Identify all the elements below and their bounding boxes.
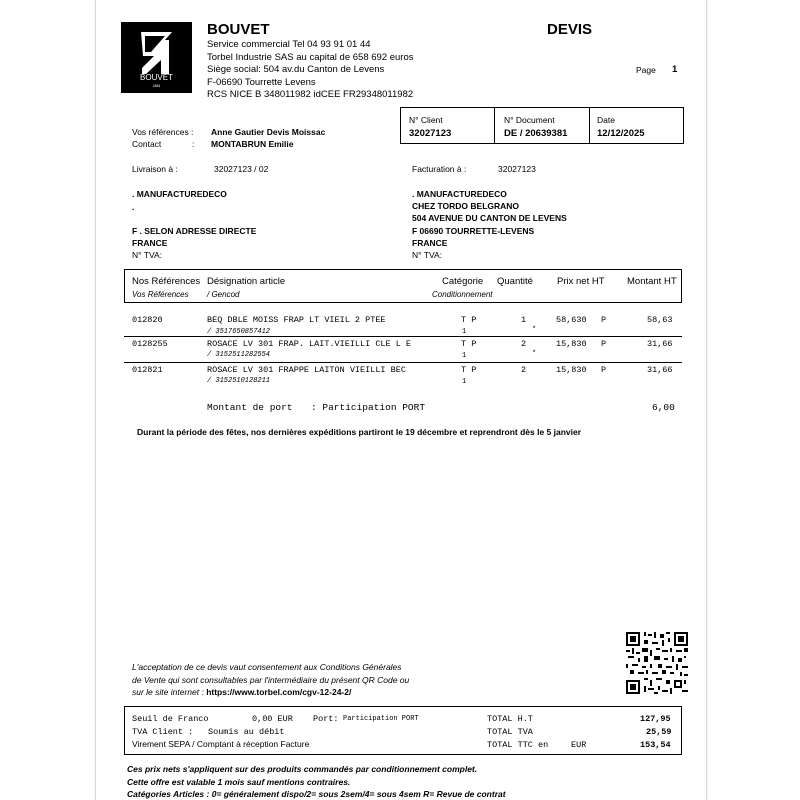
livraison-tva-label: N° TVA:: [132, 250, 163, 260]
footer-line: Ces prix nets s'appliquent sur des produits commandés par conditionnement complet.: [127, 764, 478, 774]
row-gencod: / 3517650857412: [207, 328, 271, 336]
company-name: BOUVET: [207, 21, 270, 38]
seuil-franco-value: 0,00 EUR: [252, 714, 293, 724]
row-mark: *: [532, 326, 537, 334]
total-tva-label: TOTAL TVA: [487, 727, 533, 737]
facturation-address-line: 504 AVENUE DU CANTON DE LEVENS: [412, 213, 567, 223]
seuil-franco-label: Seuil de Franco: [132, 714, 209, 724]
subheader-conditionnement: Conditionnement: [432, 290, 493, 299]
header-categorie: Catégorie: [442, 276, 484, 287]
row-reference: 012821: [132, 365, 163, 375]
document-page: [95, 0, 707, 800]
facturation-address-line: F 06690 TOURRETTE-LEVENS: [412, 226, 535, 236]
subheader-gencod: / Gencod: [207, 290, 240, 299]
row-designation: BEQ DBLE MOISS FRAP LT VIEIL 2 PTEE: [207, 315, 386, 325]
page-label: Page: [636, 65, 656, 75]
row-price: 15,830: [556, 339, 587, 349]
legal-line: [132, 687, 351, 697]
facturation-address-line: FRANCE: [412, 238, 448, 248]
header-quantite: Quantité: [497, 276, 533, 287]
document-type: DEVIS: [547, 21, 593, 38]
total-ht-value: 127,95: [640, 714, 671, 724]
row-price: 58,630: [556, 315, 587, 325]
header-nos-references: Nos Références: [132, 276, 201, 287]
port-type-value: Participation PORT: [343, 715, 419, 723]
bouvet-logo: [121, 22, 192, 93]
total-ttc-value: 153,54: [640, 740, 671, 750]
facturation-tva-label: N° TVA:: [412, 250, 443, 260]
vos-references-label: Vos références :: [132, 127, 194, 137]
total-tva-value: 25,59: [646, 727, 672, 737]
row-category: T P: [461, 339, 477, 349]
row-unit: P: [601, 339, 607, 349]
port-detail: : Participation PORT: [311, 402, 426, 413]
company-line: RCS NICE B 348011982 idCEE FR29348011982: [207, 89, 414, 100]
livraison-address-line: FRANCE: [132, 238, 168, 248]
row-amount: 31,66: [647, 365, 673, 375]
row-price: 15,830: [556, 365, 587, 375]
header-prix-net: Prix net HT: [557, 276, 605, 287]
document-info-box: [400, 107, 684, 144]
page-number: 1: [672, 64, 678, 75]
articles-table-header: [124, 269, 682, 303]
row-gencod: / 3152510128211: [207, 377, 271, 385]
row-reference: 012820: [132, 315, 163, 325]
facturation-address-line: CHEZ TORDO BELGRANO: [412, 201, 520, 211]
livraison-address-line: .: [132, 202, 135, 212]
port-label: Montant de port: [207, 402, 293, 413]
header-montant: Montant HT: [627, 276, 677, 287]
legal-line: de Vente qui sont consultables par l'intermédiaire du présent QR Code ou: [132, 675, 410, 685]
port-amount: 6,00: [652, 402, 675, 413]
document-number-label: N° Document: [504, 115, 555, 125]
client-number-label: N° Client: [409, 115, 443, 125]
row-gencod: / 3152511282554: [207, 351, 271, 359]
date-label: Date: [597, 115, 615, 125]
row-mark: *: [532, 350, 537, 358]
row-divider: [124, 362, 682, 363]
vos-references-value: Anne Gautier Devis Moissac: [211, 127, 326, 137]
row-quantity: 1: [521, 315, 527, 325]
legal-prefix: sur le site internet :: [132, 687, 204, 697]
contact-label: Contact: [132, 139, 162, 149]
row-conditionnement: 1: [462, 328, 467, 336]
logo-text: BOUVET: [140, 73, 173, 82]
tva-client-label: TVA Client :: [132, 727, 194, 737]
document-number: DE / 20639381: [504, 128, 568, 139]
row-reference: 0128255: [132, 339, 168, 349]
logo-subtext: 1864: [152, 84, 161, 88]
currency-label: EUR: [571, 740, 587, 750]
row-amount: 31,66: [647, 339, 673, 349]
total-ht-label: TOTAL H.T: [487, 714, 533, 724]
row-divider: [124, 336, 682, 337]
cgv-link[interactable]: https://www.torbel.com/cgv-12-24-2/: [206, 687, 352, 697]
subheader-vos-references: Vos Références: [132, 290, 189, 299]
footer-line: Cette offre est valable 1 mois sauf mentions contraires.: [127, 777, 351, 787]
livraison-address-line: F . SELON ADRESSE DIRECTE: [132, 226, 257, 236]
client-number: 32027123: [409, 128, 452, 139]
contact-value: MONTABRUN Emilie: [211, 139, 294, 149]
tva-client-value: Soumis au débit: [208, 727, 285, 737]
row-category: T P: [461, 365, 477, 375]
footer-line: Catégories Articles : 0= généralement dispo/2= sous 2sem/4= sous 4sem R= Revue de contrat: [127, 789, 506, 799]
row-category: T P: [461, 315, 477, 325]
row-amount: 58,63: [647, 315, 673, 325]
header-designation: Désignation article: [207, 276, 286, 287]
livraison-address-line: . MANUFACTUREDECO: [132, 189, 227, 199]
company-line: Service commercial Tel 04 93 91 01 44: [207, 39, 371, 50]
row-quantity: 2: [521, 365, 527, 375]
port-type-label: Port:: [313, 714, 339, 724]
company-line: F-06690 Tourrette Levens: [207, 77, 316, 88]
facturation-label: Facturation à :: [412, 164, 467, 174]
row-designation: ROSACE LV 301 FRAP. LAIT.VIEILLI CLE L E: [207, 339, 412, 349]
row-unit: P: [601, 365, 607, 375]
logo-mark-icon: [121, 22, 192, 93]
row-unit: P: [601, 315, 607, 325]
company-line: Siège social: 504 av.du Canton de Levens: [207, 64, 385, 75]
livraison-code: 32027123 / 02: [214, 164, 269, 174]
totals-box: [124, 706, 682, 755]
holiday-notice: Durant la période des fêtes, nos dernières expéditions partiront le 19 décembre et reprendront dès le 5 janvier: [137, 427, 582, 437]
facturation-code: 32027123: [498, 164, 536, 174]
row-quantity: 2: [521, 339, 527, 349]
legal-line: L'acceptation de ce devis vaut consentement aux Conditions Générales: [132, 662, 402, 672]
contact-colon: :: [192, 139, 195, 149]
row-designation: ROSACE LV 301 FRAPPE LAITON VIEILLI BEC: [207, 365, 406, 375]
livraison-label: Livraison à :: [132, 164, 178, 174]
row-conditionnement: 1: [462, 378, 467, 386]
company-line: Torbel Industrie SAS au capital de 658 692 euros: [207, 52, 414, 63]
row-conditionnement: 1: [462, 352, 467, 360]
payment-method: Virement SEPA / Comptant à réception Facture: [132, 739, 310, 749]
document-date: 12/12/2025: [597, 128, 645, 139]
total-ttc-label: TOTAL TTC en: [487, 740, 549, 750]
facturation-address-line: . MANUFACTUREDECO: [412, 189, 507, 199]
qr-code-icon[interactable]: [626, 632, 688, 694]
